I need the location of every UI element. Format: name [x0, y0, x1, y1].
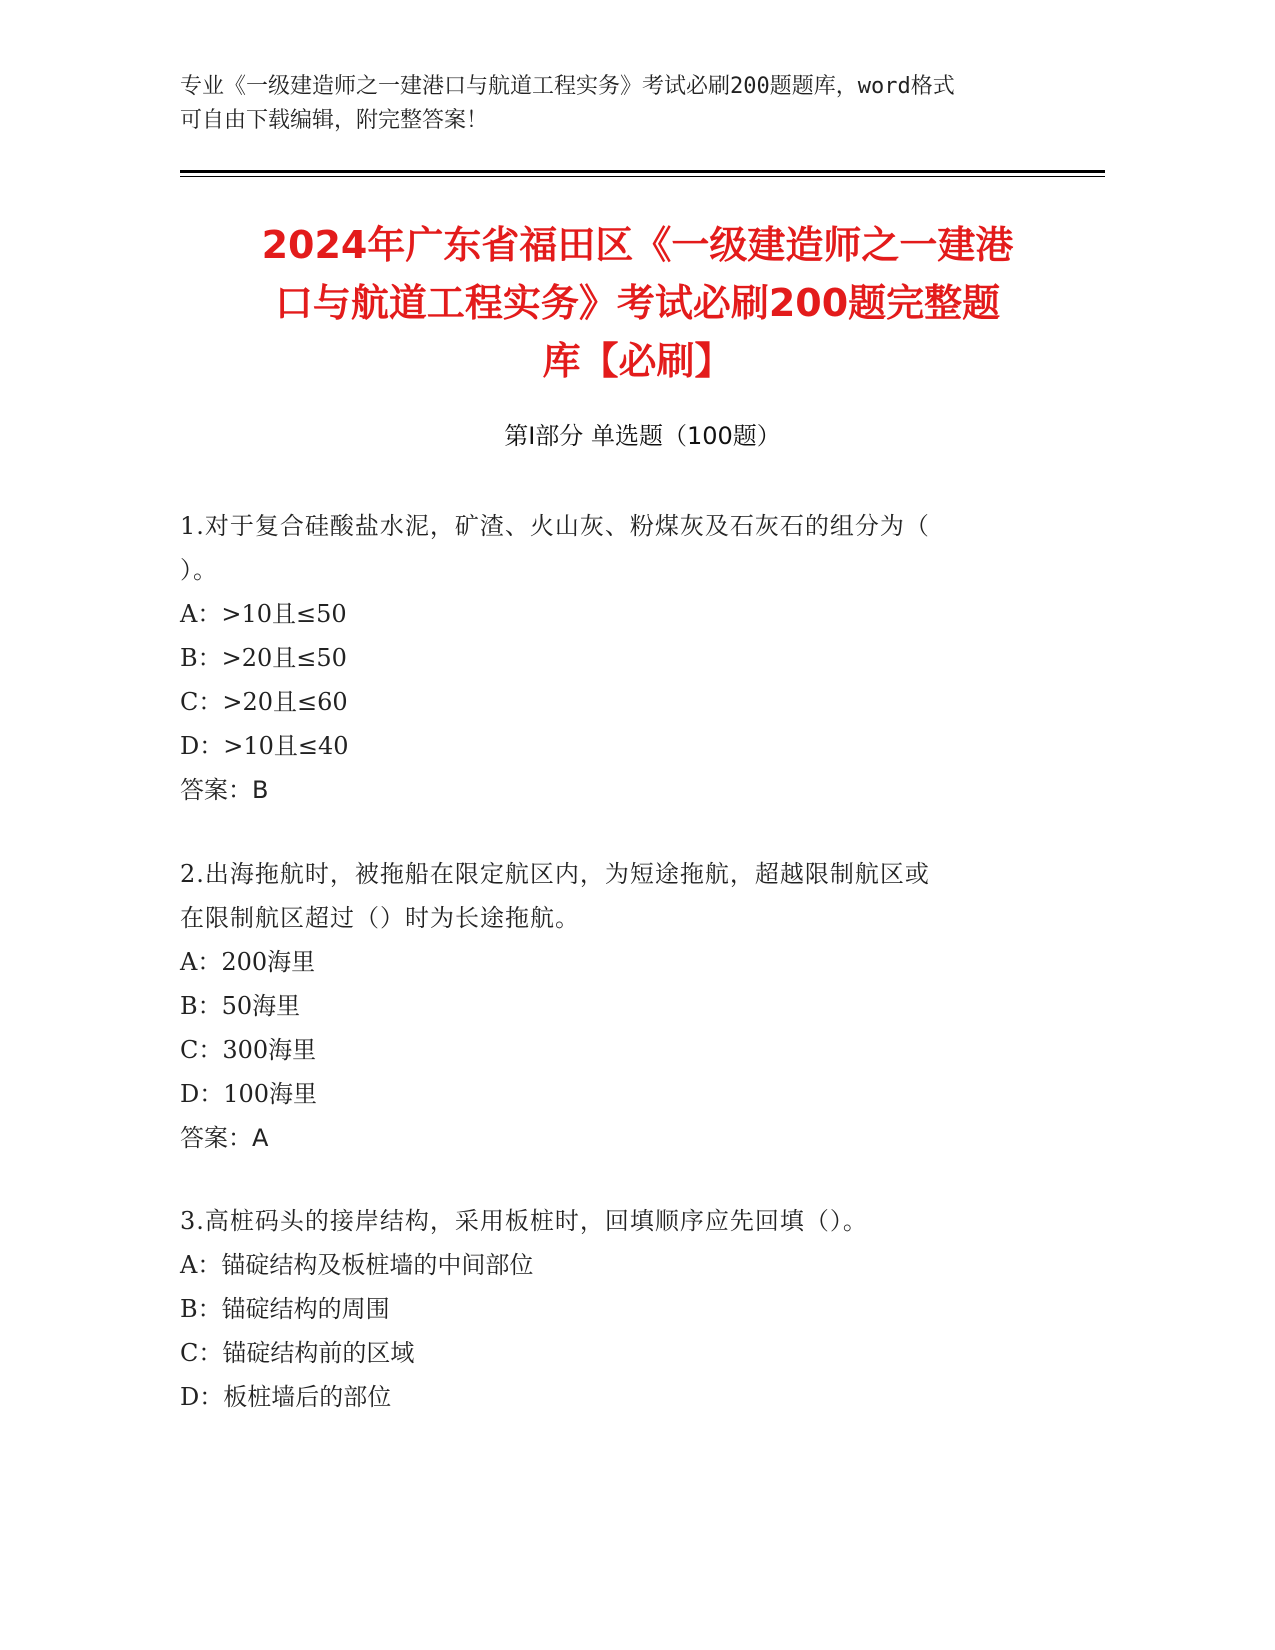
question-stem-line: 2.出海拖航时，被拖船在限定航区内，为短途拖航，超越限制航区或 [180, 860, 930, 888]
option-d: D：>10且≤40 [180, 732, 349, 760]
section-title: 第Ⅰ部分 单选题（100题） [504, 422, 781, 450]
title-line-3: 库【必刷】 [542, 339, 733, 383]
question-stem-line: 在限制航区超过（）时为长途拖航。 [180, 904, 580, 932]
header-note-line-1: 专业《一级建造师之一建港口与航道工程实务》考试必刷200题题库，word格式 [180, 74, 955, 99]
option-d: D：100海里 [180, 1080, 318, 1108]
option-a: A：200海里 [180, 948, 316, 976]
header-note-line-2: 可自由下载编辑，附完整答案！ [180, 108, 489, 133]
option-c: C：锚碇结构前的区域 [180, 1339, 415, 1367]
answer: 答案：A [180, 1124, 269, 1152]
question-3 [180, 1199, 1060, 1419]
header-note [180, 70, 1060, 138]
title-line-1: 2024年广东省福田区《一级建造师之一建港 [261, 223, 1014, 267]
question-stem-line: 3.高桩码头的接岸结构，采用板桩时，回填顺序应先回填（）。 [180, 1207, 868, 1235]
option-b: B：>20且≤50 [180, 644, 347, 672]
question-2 [180, 852, 1060, 1160]
option-b: B：锚碇结构的周围 [180, 1295, 390, 1323]
title-line-2: 口与航道工程实务》考试必刷200题完整题 [274, 281, 1001, 325]
option-d: D：板桩墙后的部位 [180, 1383, 392, 1411]
answer: 答案：B [180, 776, 269, 804]
question-stem-line: ）。 [180, 556, 218, 584]
option-a: A：锚碇结构及板桩墙的中间部位 [180, 1251, 534, 1279]
header-divider-thick [180, 170, 1105, 173]
option-c: C：300海里 [180, 1036, 317, 1064]
option-b: B：50海里 [180, 992, 301, 1020]
question-stem-line: 1.对于复合硅酸盐水泥，矿渣、火山灰、粉煤灰及石灰石的组分为（ [180, 512, 930, 540]
option-a: A：>10且≤50 [180, 600, 347, 628]
option-c: C：>20且≤60 [180, 688, 348, 716]
question-1 [180, 504, 1060, 812]
header-divider-thin [180, 176, 1105, 177]
document-title [140, 216, 1135, 390]
